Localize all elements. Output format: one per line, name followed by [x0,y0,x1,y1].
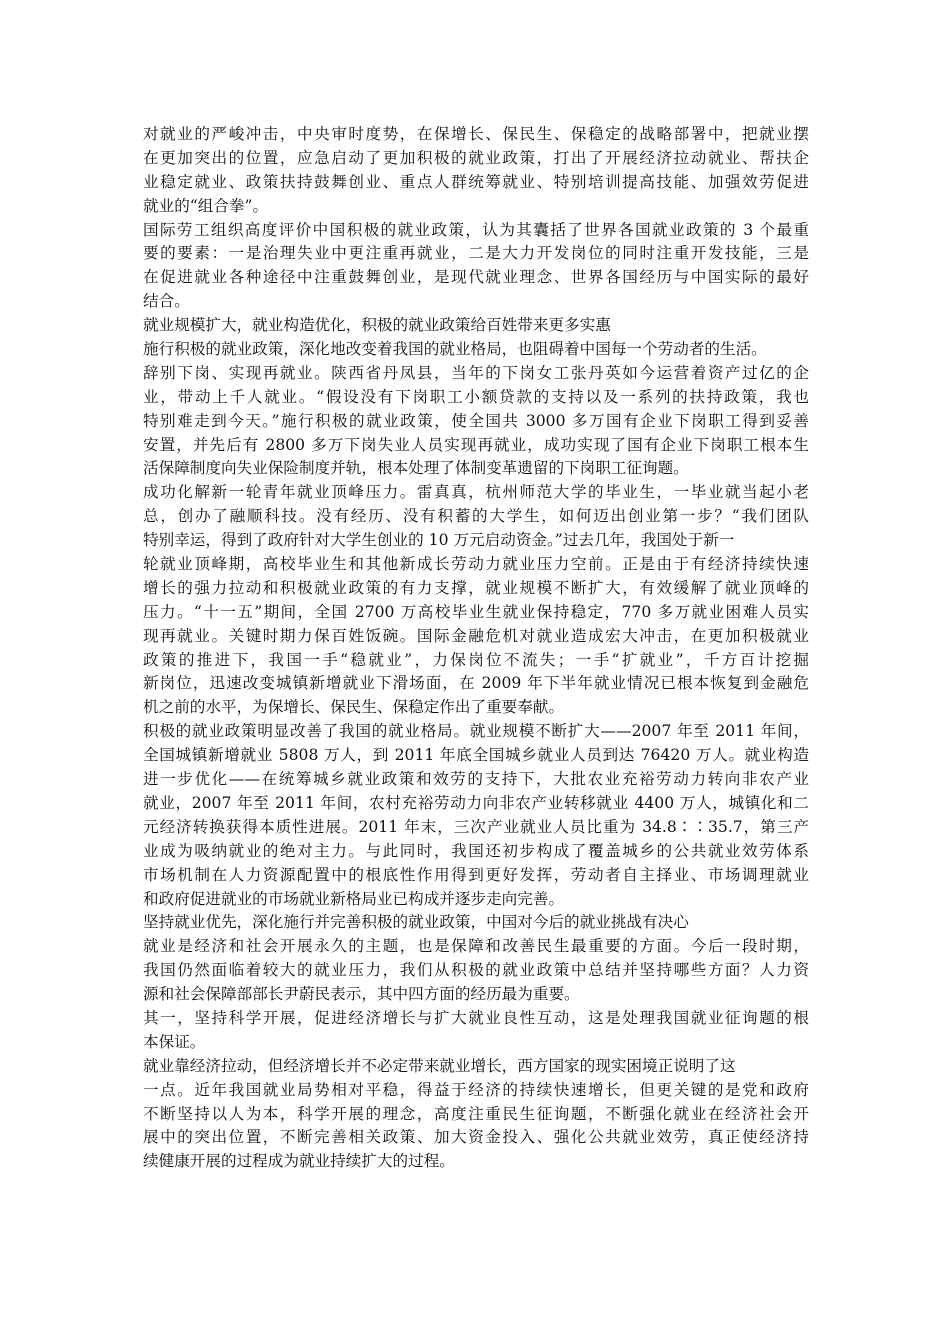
text-line: 结合。 [143,292,190,311]
text-line: 业成为吸纳就业的绝对主力。与此同时，我国还初步构成了覆盖城乡的公共就业效劳体系 [143,841,809,860]
text-line: 成功化解新一轮青年就业顶峰压力。雷真真，杭州师范大学的毕业生，一毕业就当起小老 [143,483,809,502]
text-line: 本保证。 [143,1032,206,1051]
text-line: 总，创办了融顺科技。没有经历、没有积蓄的大学生，如何迈出创业第一步？“我们团队 [143,507,809,526]
text-line: 施行积极的就业政策，深化地改变着我国的就业格局，也阻碍着中国每一个劳动者的生活。 [143,340,767,359]
text-line: 轮就业顶峰期，高校毕业生和其他新成长劳动力就业压力空前。正是由于有经济持续快速 [143,555,809,574]
text-line: 全国城镇新增就业 5808 万人，到 2011 年底全国城乡就业人员到达 76420 万人。就业构造 [143,746,809,765]
paragraph [143,314,809,338]
text-line: 续健康开展的过程成为就业持续扩大的过程。 [143,1152,455,1171]
paragraph [143,219,809,315]
text-line: 活保障制度向失业保险制度并轨，根本处理了体制变革遗留的下岗职工征询题。 [143,459,689,478]
paragraph [143,1055,809,1174]
text-line: 进一步优化——在统筹城乡就业政策和效劳的支持下，大批农业充裕劳动力转向非农产业 [143,770,809,789]
paragraph [143,1007,809,1055]
text-line: 就业规模扩大，就业构造优化，积极的就业政策给百姓带来更多实惠 [143,316,611,335]
paragraph [143,911,809,935]
text-line: 特别幸运，得到了政府针对大学生创业的 10 万元启动资金。”过去几年，我国处于新一 [143,531,735,550]
text-line: 在更加突出的位置，应急启动了更加积极的就业政策，打出了开展经济拉动就业、帮扶企 [143,148,809,167]
text-line: 对就业的严峻冲击，中央审时度势，在保增长、保民生、保稳定的战略部署中，把就业摆 [143,125,809,143]
text-line: 就业是经济和社会开展永久的主题，也是保障和改善民生最重要的方面。今后一段时期， [143,937,809,956]
text-line: 业，带动上千人就业。“假设没有下岗职工小额贷款的支持以及一系列的扶持政策，我也 [143,387,809,406]
paragraph [143,338,809,362]
text-line: 要的要素：一是治理失业中更注重再就业，二是大力开发岗位的同时注重开发技能，三是 [143,244,809,263]
text-line: 一点。近年我国就业局势相对平稳，得益于经济的持续快速增长，但更关键的是党和政府 [143,1080,809,1099]
text-line: 元经济转换获得本质性进展。2011 年末，三次产业就业人员比重为 34.8∶∶35.7，第三产 [143,817,809,836]
text-line: 展中的突出位置，不断完善相关政策、加大资金投入、强化公共就业效劳，真正使经济持 [143,1128,809,1147]
paragraph [143,935,809,1007]
text-line: 特别难走到今天。”施行积极的就业政策，使全国共 3000 多万国有企业下岗职工得到妥善 [143,411,809,430]
text-line: 市场机制在人力资源配置中的根底性作用得到更好发挥，劳动者自主择业、市场调理就业 [143,865,809,884]
paragraph [143,481,809,720]
text-line: 其一，坚持科学开展，促进经济增长与扩大就业良性互动，这是处理我国就业征询题的根 [143,1008,809,1027]
paragraph [143,123,809,219]
text-line: 现再就业。关键时期力保百姓饭碗。国际金融危机对就业造成宏大冲击，在更加积极就业 [143,626,809,645]
paragraph [143,720,809,911]
text-line: 我国仍然面临着较大的就业压力，我们从积极的就业政策中总结并坚持哪些方面？人力资 [143,961,809,980]
text-line: 源和社会保障部部长尹蔚民表示，其中四方面的经历最为重要。 [143,985,580,1004]
text-line: 辞别下岗、实现再就业。陕西省丹凤县，当年的下岗女工张丹英如今运营着资产过亿的企 [143,363,809,382]
text-line: 政策的推进下，我国一手“稳就业”，力保岗位不流失；一手“扩就业”，千方百计挖掘 [143,650,809,669]
text-line: 积极的就业政策明显改善了我国的就业格局。就业规模不断扩大——2007 年至 2011 年间， [143,722,809,741]
text-line: 国际劳工组织高度评价中国积极的就业政策，认为其囊括了世界各国就业政策的 3 个最重 [143,220,809,239]
text-line: 压力。“十一五”期间，全国 2700 万高校毕业生就业保持稳定，770 多万就业困难人员实 [143,602,809,621]
text-line: 就业，2007 年至 2011 年间，农村充裕劳动力向非农产业转移就业 4400 万人，城镇化和二 [143,793,809,812]
text-line: 就业靠经济拉动，但经济增长并不必定带来就业增长，西方国家的现实困境正说明了这 [143,1056,736,1075]
text-line: 机之前的水平，为保增长、保民生、保稳定作出了重要奉献。 [143,698,565,717]
paragraph [143,362,809,481]
text-line: 在促进就业各种途径中注重鼓舞创业，是现代就业理念、世界各国经历与中国实际的最好 [143,268,809,287]
text-line: 增长的强力拉动和积极就业政策的有力支撑，就业规模不断扩大，有效缓解了就业顶峰的 [143,578,809,597]
text-line: 和政府促进就业的市场就业新格局业已构成并逐步走向完善。 [143,889,565,908]
text-line: 坚持就业优先，深化施行并完善积极的就业政策，中国对今后的就业挑战有决心 [143,913,689,932]
text-line: 就业的“组合拳”。 [143,196,269,215]
document-body [143,123,809,1174]
text-line: 业稳定就业、政策扶持鼓舞创业、重点人群统筹就业、特别培训提高技能、加强效劳促进 [143,172,809,191]
text-line: 安置，并先后有 2800 多万下岗失业人员实现再就业，成功实现了国有企业下岗职工根本生 [143,435,809,454]
text-line: 不断坚持以人为本，科学开展的理念，高度注重民生征询题，不断强化就业在经济社会开 [143,1104,809,1123]
text-line: 新岗位，迅速改变城镇新增就业下滑场面，在 2009 年下半年就业情况已根本恢复到金融危 [143,674,809,693]
